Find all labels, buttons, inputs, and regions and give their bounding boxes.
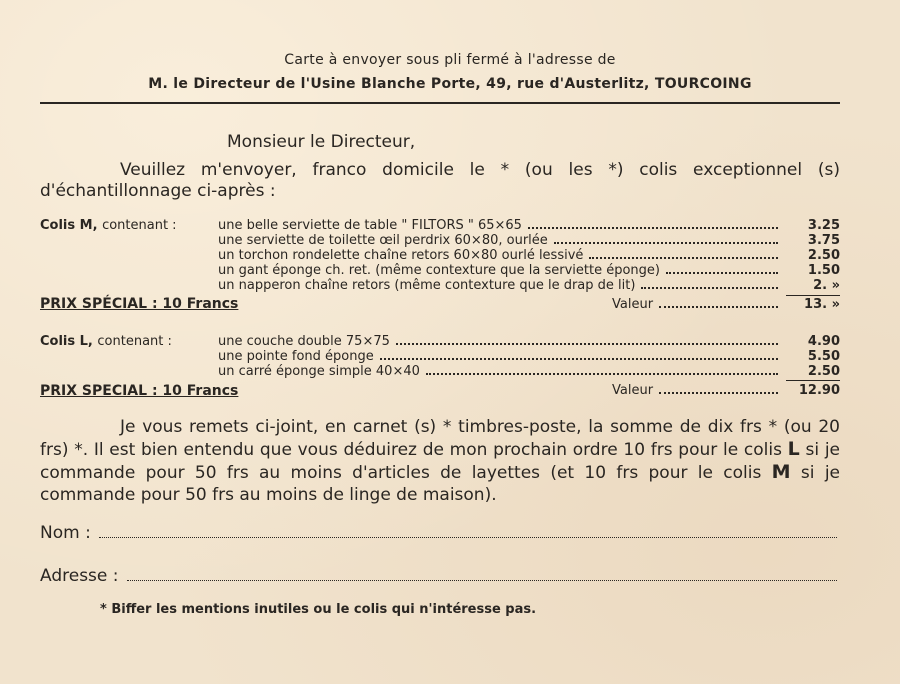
item-value: 3.75 bbox=[807, 233, 840, 248]
item-text: une pointe fond éponge bbox=[218, 349, 374, 364]
colis-l-item bbox=[218, 334, 840, 349]
payment-paragraph bbox=[40, 416, 840, 506]
colis-m-name: Colis M, bbox=[40, 218, 98, 233]
item-value: 2. » bbox=[813, 278, 840, 293]
item-text: une couche double 75×75 bbox=[218, 334, 390, 349]
nom-label: Nom : bbox=[40, 523, 91, 543]
item-text: une serviette de toilette œil perdrix 60×80, ourlée bbox=[218, 233, 548, 248]
intro-line-2: d'échantillonnage ci-après : bbox=[40, 181, 276, 201]
colis-m-item bbox=[218, 278, 840, 293]
valeur-label: Valeur bbox=[612, 297, 654, 312]
leader-dots bbox=[426, 373, 778, 375]
adresse-label: Adresse : bbox=[40, 566, 119, 586]
nom-input-line[interactable] bbox=[99, 537, 837, 538]
item-value: 2.50 bbox=[807, 364, 840, 379]
colis-m-sum-line bbox=[786, 295, 840, 296]
leader-dots bbox=[528, 227, 778, 229]
colis-l-item bbox=[218, 349, 840, 364]
intro-line-1: Veuillez m'envoyer, franco domicile le * (ou les *) colis exceptionnel (s) bbox=[120, 160, 840, 180]
item-text: une belle serviette de table " FILTORS " 65×65 bbox=[218, 218, 522, 233]
colis-l-item bbox=[218, 364, 840, 379]
footnote: * Biffer les mentions inutiles ou le colis qui n'intéresse pas. bbox=[100, 602, 537, 617]
valeur-total: 12.90 bbox=[798, 383, 840, 398]
item-value: 4.90 bbox=[807, 334, 840, 349]
colis-l-prix: PRIX SPECIAL : 10 Francs bbox=[40, 383, 239, 399]
leader-dots bbox=[641, 287, 778, 289]
item-text: un torchon rondelette chaîne retors 60×80 ourlé lessivé bbox=[218, 248, 584, 263]
header-instruction: Carte à envoyer sous pli fermé à l'adresse de bbox=[284, 52, 616, 68]
item-text: un gant éponge ch. ret. (même contexture que la serviette éponge) bbox=[218, 263, 660, 278]
item-value: 5.50 bbox=[807, 349, 840, 364]
nom-field[interactable] bbox=[40, 523, 837, 543]
item-text: un carré éponge simple 40×40 bbox=[218, 364, 420, 379]
colis-m-prix: PRIX SPÉCIAL : 10 Francs bbox=[40, 296, 239, 312]
header-divider bbox=[40, 102, 840, 104]
colis-l-label bbox=[40, 334, 172, 349]
colis-m-letter: M bbox=[771, 461, 791, 483]
item-value: 3.25 bbox=[807, 218, 840, 233]
leader-dots bbox=[666, 272, 778, 274]
colis-m-item bbox=[218, 248, 840, 263]
paragraph-part-2: si je commande pour 50 frs au moins d'articles de layettes (et 10 frs pour le colis bbox=[40, 440, 841, 483]
colis-m-valeur bbox=[612, 297, 840, 312]
colis-m-item bbox=[218, 218, 840, 233]
paragraph-part-1: Je vous remets ci-joint, en carnet (s) * timbres-poste, la somme de dix frs * (ou 20 frs) *. Il est bien entendu que vous déduirez de mon prochain ordre 10 frs pour le colis bbox=[40, 417, 840, 460]
leader-dots bbox=[659, 392, 778, 394]
leader-dots bbox=[659, 306, 778, 308]
colis-m-contenant: contenant : bbox=[102, 218, 177, 233]
adresse-field[interactable] bbox=[40, 566, 837, 586]
leader-dots bbox=[554, 242, 778, 244]
colis-l-name: Colis L, bbox=[40, 334, 93, 349]
colis-l-valeur bbox=[612, 383, 840, 398]
colis-l-contenant: contenant : bbox=[97, 334, 172, 349]
item-value: 2.50 bbox=[807, 248, 840, 263]
leader-dots bbox=[380, 358, 778, 360]
colis-l-letter: L bbox=[787, 438, 800, 460]
salutation: Monsieur le Directeur, bbox=[227, 132, 416, 152]
leader-dots bbox=[589, 257, 778, 259]
leader-dots bbox=[396, 343, 778, 345]
colis-l-sum-line bbox=[786, 380, 840, 381]
header-address: M. le Directeur de l'Usine Blanche Porte, 49, rue d'Austerlitz, TOURCOING bbox=[148, 76, 752, 92]
colis-m-label bbox=[40, 218, 177, 233]
valeur-label: Valeur bbox=[612, 383, 654, 398]
paragraph-part-3: si je commande pour 50 frs au moins de linge de maison). bbox=[40, 463, 841, 505]
item-value: 1.50 bbox=[807, 263, 840, 278]
colis-m-item bbox=[218, 263, 840, 278]
valeur-total: 13. » bbox=[804, 297, 840, 312]
adresse-input-line[interactable] bbox=[127, 580, 837, 581]
colis-m-item bbox=[218, 233, 840, 248]
item-text: un napperon chaîne retors (même contexture que le drap de lit) bbox=[218, 278, 636, 293]
